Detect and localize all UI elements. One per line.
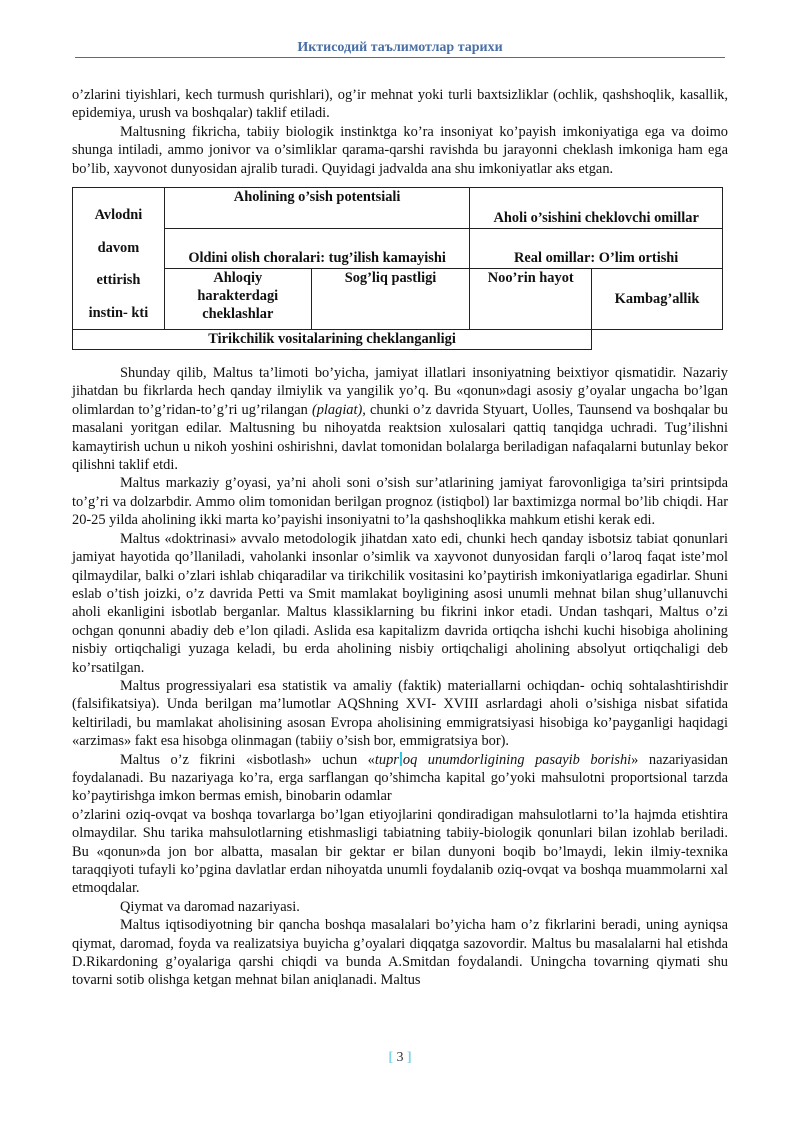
italic-text: oq unumdorligining pasayib borishi [402, 751, 632, 768]
table-unhealthy-life: Noo’rin hayot [470, 269, 592, 330]
page-body [72, 86, 728, 990]
table-left-header [73, 188, 165, 330]
population-table [72, 187, 723, 350]
table-preventive-measures: Oldini olish choralari: tug’ilish kamayishi [164, 228, 469, 269]
table-real-factors: Real omillar: O’lim ortishi [470, 228, 723, 269]
page-number-value: 3 [396, 1050, 404, 1065]
paragraph: o’zlarini oziq-ovqat va boshqa tovarlarga bo’lgan etiyojlarini qondiradigan mahsulotlarni to’la hajmda etishtira olmaydilar. Shu tarika mahsulotlarning etishmasligi tabiatning tabiiy-biologik qonunlari bilan izohlab beriladi. Bu «qonun»da jon bor albatta, masalan bir gektar er bilan dunyoni boqib bo’lmaydi, lekin ilmiy-texnika taraqqiyoti tufayli ko’pgina davlatlar erdan nihoyatda unumli foydalanib oziq-ovqat va boshqa muammolarni xal etmoqdalar. [72, 806, 728, 897]
section-heading: Qiymat va daromad nazariyasi. [120, 898, 300, 915]
table-cell-line: Ahloqiy [213, 270, 263, 287]
table-left-header-line: davom [97, 239, 140, 256]
paragraph [72, 751, 728, 806]
table-subsistence-limit: Tirikchilik vositalarining cheklanganligi [73, 330, 592, 350]
paragraph: Maltus «doktrinasi» avvalo metodologik jihatdan xato edi, chunki hech qanday isbotsiz tabiat qonunlari jamiyat hayotida qo’llaniladi, vaholanki insonlar o’simlik va xayvonot dunyosidan farqli o’laroq faqat iste’mol qilmaydilar, balki o’zlari ishlab chiqaradilar va tirikchilik vositasini ko’paytirish imkoniyatlariga egadirlar. Shuni eslab o’tish joizki, o’z davrida Petti va Smit mamlakat boyligining asosi unumli mehnat bilan shug’ullanuvchi aholi ekanligini isbotlab berganlar. Maltus klassiklarning bu fikrini inkor etadi. Undan tashqari, Maltus o’zi ochgan qonunni abadiy deb e’lon qiladi. Aslida esa kapitalizm davrida ortiqcha ishchi kuchi hisobiga aholining nisbiy ortiqchaligi yuzaga keladi, bu erda aholining nisbiy ortiqchaligi aholining absolyut ortiqchaligi deb ko’rsatilgan. [72, 530, 728, 676]
table-limiting-factors: Aholi o’sishini cheklovchi omillar [470, 188, 723, 229]
text-run: Shunday qilib, Maltus ta’limoti bo’yicha, jamiyat illatlari insoniyatning beixtiyor qismatidir. Nazariy jihatdan bu fikrlarda hech qanday ilmiylik va yangilik yo’q. Bu «qonun»dagi asosiy g’oyalar ungacha bo’lgan olimlardan to’g’ridan-to’g’ri ug’rilangan [72, 365, 728, 418]
paragraph: Maltus progressiyalari esa statistik va amaliy (faktik) materiallarni ochiqdan- ochiq sohtalashtirishdir (falsifikatsiya). Unda berilgan ma’lumotlar AQShning XVI- XVIII asrlardagi aholi o’sishiga nisbat sifatida keltiriladi, bu mamlakat aholisining asosan Evropa aholisining emmigratsiyasi hisobiga ko’payganligi haqidagi «arzimas» fakt esa hisobga olinmagan (tabiiy o’sish bor, emmigratsiya bor). [72, 677, 728, 750]
paragraph: Maltus markaziy g’oyasi, ya’ni aholi soni o’sish sur’atlarining jamiyat farovonligiga ta’siri printsipda to’g’ri va dolzarbdir. Ammo olim tomonidan berilgan prognoz (istiqbol) lar baxtimizga normal bo’lib chiqdi. Har 20-25 yilda aholining ikki marta ko’payishi insoniyatni to’la qashshoqlikka mahkum etishi kerak edi. [72, 475, 728, 529]
italic-text: tupr [374, 751, 399, 768]
table-moral-restraints [164, 269, 311, 330]
paragraph: o’zlarini tiyishlari, kech turmush qurishlari), og’ir mehnat yoki turli baxtsizliklar (ochlik, qashshoqlik, kasallik, epidemiya, urush va boshqalar) taklif etiladi. [72, 87, 728, 122]
table-left-header-line: Avlodni [94, 207, 143, 224]
table-growth-potential: Aholining o’sish potentsiali [164, 188, 469, 229]
paragraph: Maltus iqtisodiyotning bir qancha boshqa masalalari bo’yicha ham o’z fikrlarini beradi, uning ayniqsa qiymat, daromad, foyda va realizatsiya buyicha g’oyalari diqqatga sazovordir. Maltus bu masalalarni hal etishda D.Rikardoning g’oyalariga qarshi chiqdi va bunda A.Smitdan foydalandi. Uningcha tovarning qiymati shu tovarni sotib olishga ketgan mehnat bilan aniqlanadi. Maltus [72, 917, 728, 989]
text-run: Maltus o’z fikrini «isbotlash» uchun « [120, 751, 375, 768]
table-cell-line: cheklashlar [202, 306, 274, 323]
header-rule [75, 57, 725, 58]
table-poor-health: Sog’liq pastligi [311, 269, 470, 330]
paragraph: Maltusning fikricha, tabiiy biologik instinktga ko’ra insoniyat ko’payish imkoniyatiga ega va doimo shunga intiladi, ammo jonivor va o’simliklar qarama-qarshi ravishda bu jarayonni cheklash imkoniga ham ega bo’lib, xayvonot dunyosidan ajralib turadi. Quyidagi jadvalda ana shu imkoniyatlar aks etgan. [72, 123, 728, 177]
running-header: Иктисодий таълимотлар тарихи [297, 40, 503, 55]
text-cursor [400, 752, 402, 766]
page-number [0, 1050, 800, 1066]
bracket-right-icon: ] [407, 1050, 412, 1065]
bracket-left-icon: [ [388, 1050, 393, 1065]
paragraph [72, 364, 728, 474]
table-left-header-line: instin- kti [88, 304, 149, 321]
table-poverty: Kambag’allik [592, 269, 723, 330]
italic-text: (plagiat), [311, 401, 366, 418]
table-left-header-line: ettirish [96, 272, 141, 289]
text-run: » nazariyasidan foydalanadi. Bu nazariyaga ko’ra, erga sarflangan qo’shimcha kapital go’yoki mahsulotni proportsional tarzda ko’paytirishga imkon bermas emish, binobarin odamlar [72, 751, 729, 805]
text-run: chunki o’z davrida Styuart, Uolles, Taunsend va boshqalar bu masalani yoritgan edilar. Maltusning bu nihoyatda reaktsion xulosalari qattiq tanqidga uchradi. Tug’ilishni kamaytirish uchun u nikoh yoshini oshirishni, davlat tomonidan bolalarga beriladigan nafaqalarni butunlay bekor qilishni taklif etdi. [72, 401, 728, 474]
table-cell-line: harakterdagi [197, 288, 279, 305]
